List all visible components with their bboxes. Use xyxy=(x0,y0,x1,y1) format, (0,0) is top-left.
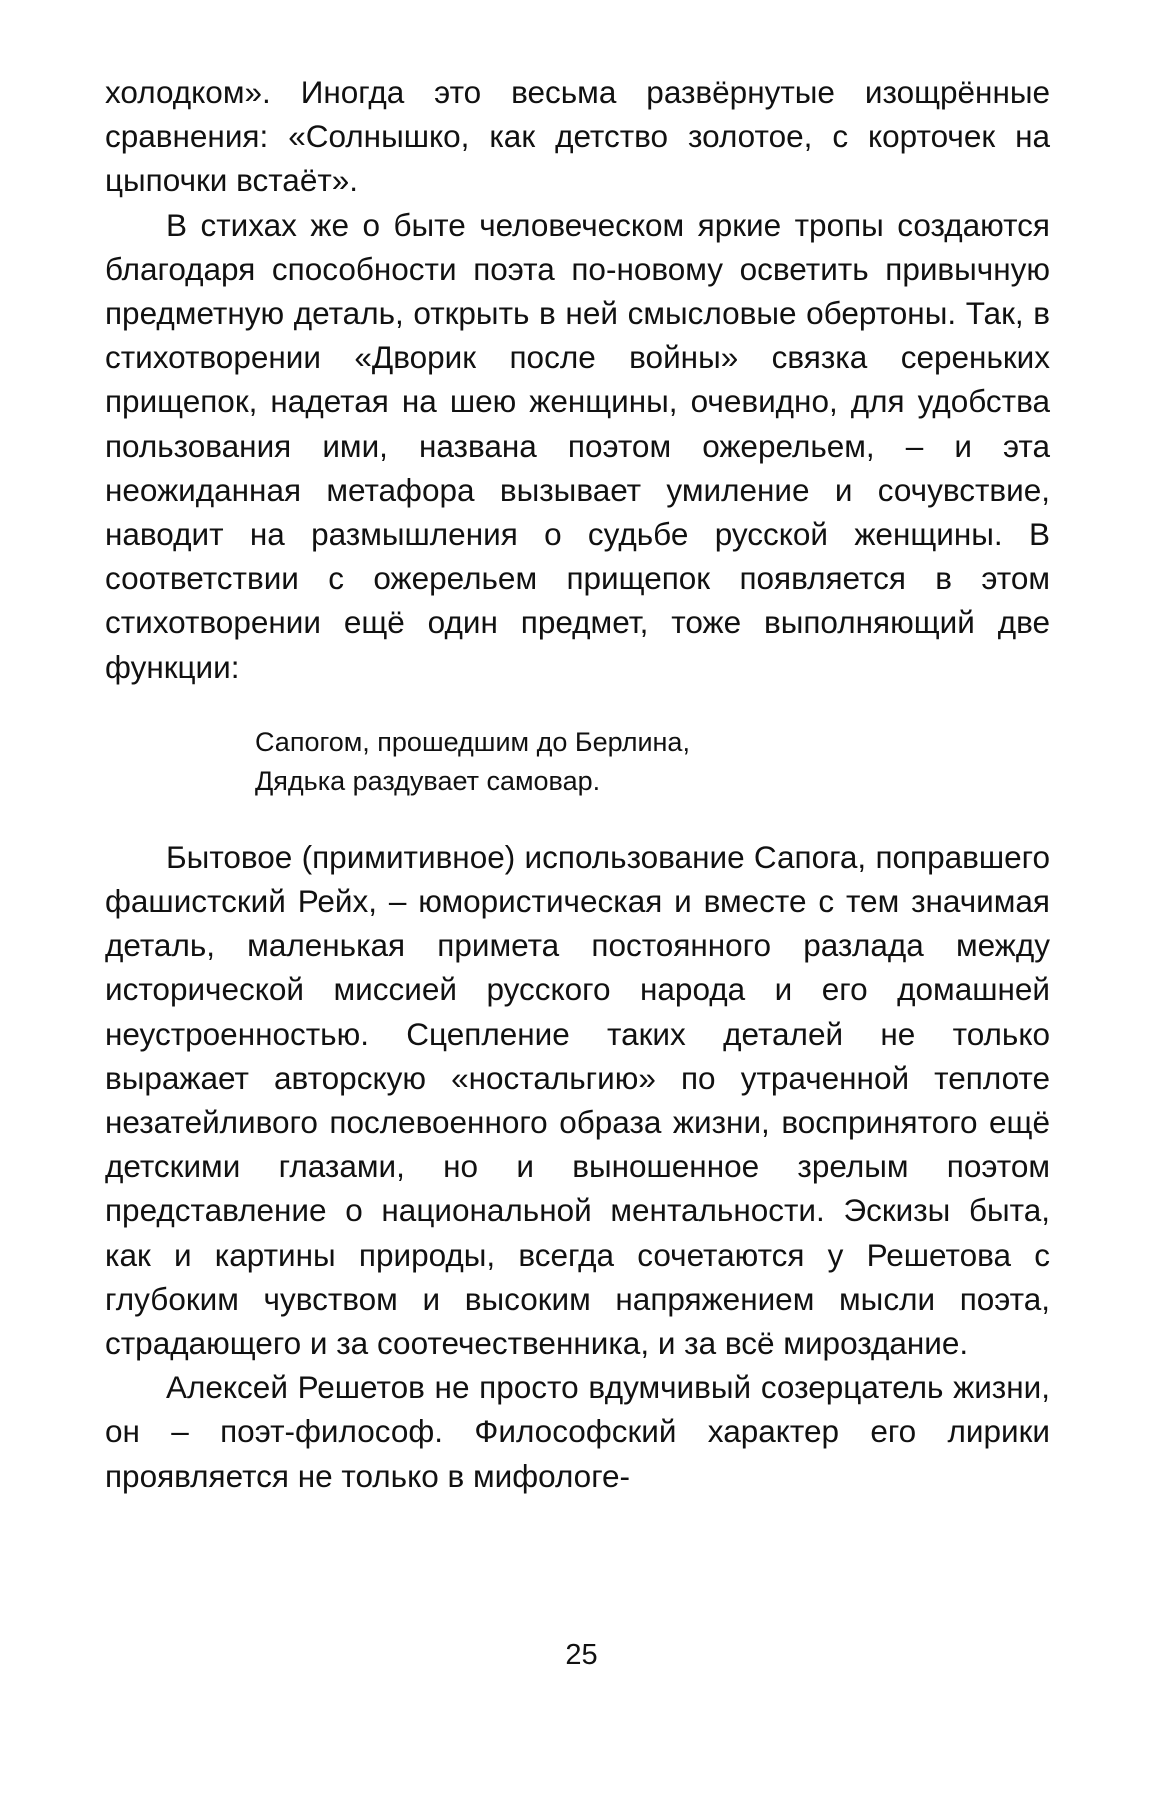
verse-line: Дядька раздувает самовар. xyxy=(255,765,601,796)
page-body xyxy=(105,70,1050,1498)
paragraph-boot-detail: Бытовое (примитивное) использование Сапога, поправшего фашистский Рейх, – юмористическая и вместе с тем значимая деталь, маленькая примета постоянного разлада между исторической миссией русского народа и его домашней неустроенностью. Сцепление таких деталей не только выражает авторскую «ностальгию» по утраченной теплоте незатейливого послевоенного образа жизни, воспринятого ещё детскими глазами, но и выношенное зрелым поэтом представление о национальной ментальности. Эскизы быта, как и картины природы, всегда сочетаются у Решетова с глубоким чувством и высоким напряжением мысли поэта, страдающего и за соотечественника, и за всё мироздание. xyxy=(105,838,1050,1362)
paragraph-everyday-tropes: В стихах же о быте человеческом яркие тропы создаются благодаря способности поэта по-новому осветить привычную предметную деталь, открыть в ней смысловые обертоны. Так, в стихотворении «Дворик после войны» связка сереньких прищепок, надетая на шею женщины, очевидно, для удобства пользования ими, названа поэтом ожерельем, – и эта неожиданная метафора вызывает умиление и сочувствие, наводит на размышления о судьбе русской женщины. В соответствии с ожерельем прищепок появляется в этом стихотворении ещё один предмет, тоже выполняющий две функции: xyxy=(105,206,1050,685)
paragraph-philosopher: Алексей Решетов не просто вдумчивый созерцатель жизни, он – поэт-философ. Философский характер его лирики проявляется не только в мифологе- xyxy=(105,1369,1050,1494)
verse-quote xyxy=(255,723,1050,801)
verse-line: Сапогом, прошедшим до Берлина, xyxy=(255,726,690,757)
paragraph-continuation: холодком». Иногда это весьма развёрнутые изощрённые сравнения: «Солнышко, как детство золотое, с корточек на цыпочки встаёт». xyxy=(105,74,1050,199)
page-number: 25 xyxy=(565,1639,598,1671)
